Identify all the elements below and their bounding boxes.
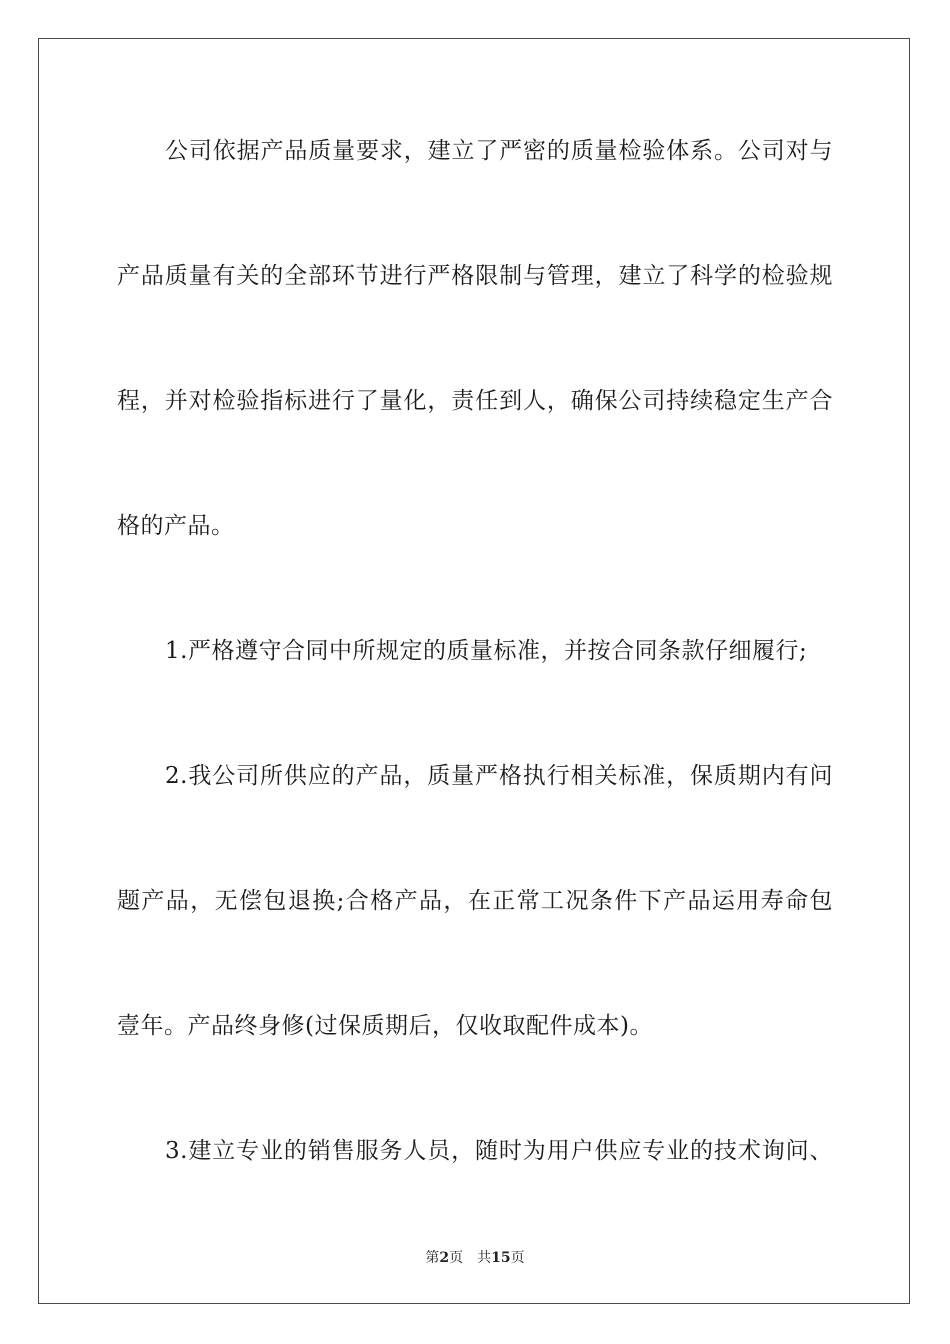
page-prefix: 第 (425, 1250, 440, 1266)
text-line: 产品质量有关的全部环节进行严格限制与管理，建立了科学的检验规 (117, 263, 833, 289)
total-pages-number: 15 (491, 1250, 511, 1266)
text-line: 壹年。产品终身修(过保质期后，仅收取配件成本)。 (117, 1013, 653, 1039)
page-footer (0, 1247, 950, 1267)
text-line: 题产品，无偿包退换;合格产品，在正常工况条件下产品运用寿命包 (117, 888, 833, 914)
text-line: 3.建立专业的销售服务人员，随时为用户供应专业的技术询问、 (165, 1138, 833, 1164)
document-body (117, 116, 833, 1241)
text-line: 程，并对检验指标进行了量化，责任到人，确保公司持续稳定生产合 (117, 388, 833, 414)
page-suffix: 页 (449, 1250, 464, 1266)
paragraph-quality-system (117, 116, 833, 616)
text-line: 公司依据产品质量要求，建立了严密的质量检验体系。公司对与 (165, 138, 833, 164)
text-line: 格的产品。 (117, 513, 235, 539)
paragraph-item-2 (117, 741, 833, 1116)
current-page-number: 2 (439, 1250, 450, 1266)
total-suffix: 页 (510, 1250, 525, 1266)
paragraph-item-1 (117, 616, 833, 741)
paragraph-item-3 (117, 1116, 833, 1241)
total-prefix: 共 (477, 1250, 492, 1266)
text-line: 1.严格遵守合同中所规定的质量标准，并按合同条款仔细履行; (165, 638, 808, 664)
text-line: 2.我公司所供应的产品，质量严格执行相关标准，保质期内有问 (165, 763, 833, 789)
